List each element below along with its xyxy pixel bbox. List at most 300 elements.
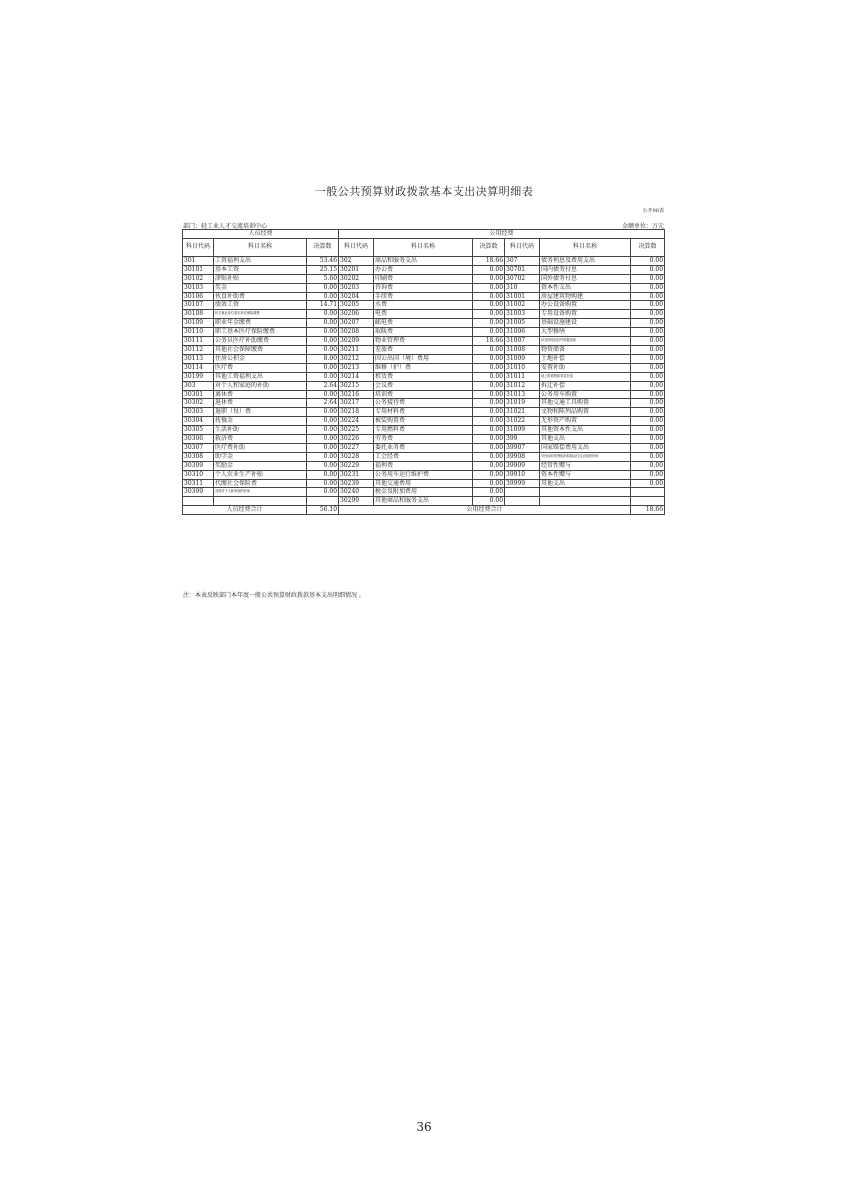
amount-cell: 0.00 — [631, 256, 665, 265]
table-row — [183, 256, 665, 265]
amount-cell: 0.00 — [473, 390, 505, 399]
header-amount: 决算数 — [631, 238, 665, 256]
table-row — [183, 363, 665, 372]
amount-cell: 0.00 — [631, 345, 665, 354]
name-cell: 信息网络及软件购置更新 — [540, 337, 631, 346]
table-row — [183, 461, 665, 470]
name-cell: 对个人和家庭的补助 — [214, 381, 307, 390]
header-amount: 决算数 — [307, 238, 339, 256]
name-cell: 专用设备购置 — [540, 310, 631, 319]
code-cell: 30199 — [183, 372, 214, 381]
name-cell: 国外债务付息 — [540, 274, 631, 283]
table-row — [183, 310, 665, 319]
amount-cell: 0.00 — [473, 479, 505, 488]
code-cell: 30203 — [339, 283, 374, 292]
name-cell: 邮电费 — [374, 319, 473, 328]
amount-cell: 0.00 — [631, 452, 665, 461]
name-cell: 专用材料费 — [374, 408, 473, 417]
name-cell: 地上附着物和青苗补偿 — [540, 372, 631, 381]
table-row — [183, 274, 665, 283]
table-row — [183, 319, 665, 328]
name-cell: 其他社会保障缴费 — [214, 345, 307, 354]
code-cell: 302 — [339, 256, 374, 265]
code-cell: 30108 — [183, 310, 214, 319]
code-cell: 30311 — [183, 479, 214, 488]
code-cell — [505, 488, 540, 497]
code-cell: 39907 — [505, 443, 540, 452]
amount-cell: 0.00 — [473, 363, 505, 372]
amount-cell: 0.00 — [473, 345, 505, 354]
amount-cell: 0.00 — [631, 417, 665, 426]
amount-cell: 0.00 — [473, 461, 505, 470]
code-cell: 30208 — [339, 328, 374, 337]
code-cell: 30205 — [339, 301, 374, 310]
code-cell: 30110 — [183, 328, 214, 337]
name-cell: 无形资产购置 — [540, 417, 631, 426]
expenditure-table — [182, 229, 665, 515]
code-cell: 31009 — [505, 354, 540, 363]
table-row — [183, 265, 665, 274]
amount-cell: 0.00 — [307, 319, 339, 328]
name-cell: 拆迁补偿 — [540, 381, 631, 390]
table-row — [183, 452, 665, 461]
name-cell: 医疗费 — [214, 363, 307, 372]
code-cell: 399 — [505, 435, 540, 444]
amount-cell: 0.00 — [473, 310, 505, 319]
code-cell: 30306 — [183, 435, 214, 444]
amount-cell: 0.00 — [307, 461, 339, 470]
name-cell: 租赁费 — [374, 372, 473, 381]
name-cell: 文物和陈列品购置 — [540, 408, 631, 417]
header-name: 科目名称 — [374, 238, 473, 256]
table-row — [183, 381, 665, 390]
code-cell: 31008 — [505, 345, 540, 354]
amount-cell: 0.00 — [307, 470, 339, 479]
name-cell: 电费 — [374, 310, 473, 319]
name-cell: 被装购置费 — [374, 417, 473, 426]
name-cell: 奖金 — [214, 283, 307, 292]
amount-cell: 0.00 — [473, 301, 505, 310]
amount-cell: 0.00 — [307, 283, 339, 292]
amount-cell: 0.00 — [473, 399, 505, 408]
table-row — [183, 372, 665, 381]
amount-cell: 0.00 — [473, 372, 505, 381]
name-cell: 公务用车购置 — [540, 390, 631, 399]
code-cell: 30701 — [505, 265, 540, 274]
amount-cell: 0.00 — [307, 363, 339, 372]
table-row — [183, 470, 665, 479]
amount-cell: 0.00 — [473, 292, 505, 301]
table-row — [183, 497, 665, 506]
code-cell: 30302 — [183, 399, 214, 408]
amount-cell: 0.00 — [631, 265, 665, 274]
code-cell: 30113 — [183, 354, 214, 363]
name-cell: 机关事业单位基本养老保险缴费 — [214, 310, 307, 319]
form-code: 公开08表 — [642, 208, 664, 214]
public-total-label: 公用经费合计 — [339, 506, 631, 515]
amount-cell: 0.00 — [473, 426, 505, 435]
amount-cell: 0.00 — [307, 310, 339, 319]
name-cell: 办公费 — [374, 265, 473, 274]
code-cell: 30305 — [183, 426, 214, 435]
header-row-columns — [183, 238, 665, 256]
amount-cell: 0.00 — [631, 372, 665, 381]
unit-label: 金额单位：万元 — [621, 223, 664, 230]
code-cell: 30304 — [183, 417, 214, 426]
amount-cell: 0.00 — [631, 363, 665, 372]
amount-cell — [631, 488, 665, 497]
amount-cell: 0.00 — [631, 319, 665, 328]
amount-cell: 0.00 — [631, 408, 665, 417]
code-cell: 30307 — [183, 443, 214, 452]
name-cell: 资本性赠与 — [540, 470, 631, 479]
amount-cell: 0.00 — [473, 452, 505, 461]
name-cell: 生活补助 — [214, 426, 307, 435]
amount-cell: 0.00 — [307, 426, 339, 435]
public-total-value: 18.66 — [631, 506, 665, 515]
code-cell: 31013 — [505, 390, 540, 399]
code-cell: 30309 — [183, 461, 214, 470]
amount-cell: 53.46 — [307, 256, 339, 265]
code-cell: 30112 — [183, 345, 214, 354]
code-cell: 30239 — [339, 479, 374, 488]
amount-cell: 0.00 — [631, 328, 665, 337]
name-cell: 救济费 — [214, 435, 307, 444]
code-cell: 30103 — [183, 283, 214, 292]
code-cell: 30101 — [183, 265, 214, 274]
header-personnel: 人员经费 — [183, 230, 339, 239]
amount-cell: 0.00 — [473, 443, 505, 452]
header-name: 科目名称 — [540, 238, 631, 256]
code-cell: 30213 — [339, 363, 374, 372]
amount-cell: 0.00 — [307, 488, 339, 497]
name-cell: 退职（役）费 — [214, 408, 307, 417]
name-cell: 工会经费 — [374, 452, 473, 461]
name-cell: 差旅费 — [374, 345, 473, 354]
code-cell: 310 — [505, 283, 540, 292]
code-cell: 30211 — [339, 345, 374, 354]
name-cell: 基础设施建设 — [540, 319, 631, 328]
code-cell: 30225 — [339, 426, 374, 435]
code-cell: 30301 — [183, 390, 214, 399]
name-cell: 公务接待费 — [374, 399, 473, 408]
amount-cell: 0.00 — [631, 426, 665, 435]
amount-cell: 0.00 — [473, 283, 505, 292]
amount-cell: 18.66 — [473, 256, 505, 265]
code-cell: 30204 — [339, 292, 374, 301]
name-cell: 公务用车运行维护费 — [374, 470, 473, 479]
code-cell: 31011 — [505, 372, 540, 381]
code-cell: 30212 — [339, 354, 374, 363]
name-cell: 其他对个人和家庭的补助 — [214, 488, 307, 497]
amount-cell — [307, 497, 339, 506]
amount-cell: 0.00 — [631, 390, 665, 399]
amount-cell: 0.00 — [473, 274, 505, 283]
amount-cell: 0.00 — [307, 372, 339, 381]
name-cell: 债务利息及费用支出 — [540, 256, 631, 265]
header-code: 科目代码 — [339, 238, 374, 256]
amount-cell: 0.00 — [631, 381, 665, 390]
amount-cell: 0.00 — [473, 488, 505, 497]
name-cell: 对民间非营利组织和群众性自治组织补贴 — [540, 452, 631, 461]
amount-cell: 0.00 — [473, 354, 505, 363]
amount-cell: 0.00 — [307, 452, 339, 461]
name-cell: 会议费 — [374, 381, 473, 390]
amount-cell: 0.00 — [473, 319, 505, 328]
table-row — [183, 426, 665, 435]
code-cell: 30218 — [339, 408, 374, 417]
name-cell: 因公出国（境）费用 — [374, 354, 473, 363]
name-cell: 公务员医疗补助缴费 — [214, 337, 307, 346]
code-cell: 30207 — [339, 319, 374, 328]
amount-cell: 0.00 — [307, 345, 339, 354]
code-cell: 31006 — [505, 328, 540, 337]
table-row — [183, 408, 665, 417]
amount-cell: 18.66 — [473, 337, 505, 346]
amount-cell: 0.00 — [473, 435, 505, 444]
name-cell: 物资储备 — [540, 345, 631, 354]
amount-cell: 0.00 — [473, 408, 505, 417]
name-cell: 奖励金 — [214, 461, 307, 470]
name-cell: 办公设备购置 — [540, 301, 631, 310]
code-cell: 30303 — [183, 408, 214, 417]
code-cell: 30226 — [339, 435, 374, 444]
amount-cell: 0.00 — [631, 435, 665, 444]
name-cell — [540, 488, 631, 497]
amount-cell: 25.15 — [307, 265, 339, 274]
code-cell: 30229 — [339, 461, 374, 470]
table-row — [183, 479, 665, 488]
amount-cell: 2.64 — [307, 399, 339, 408]
name-cell: 医疗费补助 — [214, 443, 307, 452]
code-cell: 30240 — [339, 488, 374, 497]
code-cell — [505, 497, 540, 506]
code-cell: 30310 — [183, 470, 214, 479]
name-cell: 助学金 — [214, 452, 307, 461]
amount-cell: 14.71 — [307, 301, 339, 310]
name-cell: 维修（护）费 — [374, 363, 473, 372]
code-cell: 30217 — [339, 399, 374, 408]
name-cell: 税金及附加费用 — [374, 488, 473, 497]
table-row — [183, 443, 665, 452]
code-cell: 30299 — [339, 497, 374, 506]
name-cell: 其他交通工具购置 — [540, 399, 631, 408]
table-row — [183, 435, 665, 444]
amount-cell: 0.00 — [631, 274, 665, 283]
amount-cell: 0.00 — [473, 381, 505, 390]
name-cell: 房屋建筑物购建 — [540, 292, 631, 301]
code-cell: 30107 — [183, 301, 214, 310]
amount-cell: 0.00 — [631, 337, 665, 346]
name-cell: 国家赔偿费用支出 — [540, 443, 631, 452]
code-cell: 31003 — [505, 310, 540, 319]
totals-row — [183, 506, 665, 515]
amount-cell: 0.00 — [631, 443, 665, 452]
code-cell: 31007 — [505, 337, 540, 346]
name-cell: 商品和服务支出 — [374, 256, 473, 265]
code-cell: 30216 — [339, 390, 374, 399]
name-cell: 基本工资 — [214, 265, 307, 274]
table-row — [183, 399, 665, 408]
amount-cell: 0.00 — [307, 435, 339, 444]
code-cell — [183, 497, 214, 506]
amount-cell: 0.00 — [307, 417, 339, 426]
name-cell: 其他工资福利支出 — [214, 372, 307, 381]
amount-cell: 0.00 — [631, 461, 665, 470]
table-row — [183, 390, 665, 399]
table-row — [183, 283, 665, 292]
name-cell: 其他支出 — [540, 479, 631, 488]
name-cell: 职业年金缴费 — [214, 319, 307, 328]
report-title: 一般公共预算财政拨款基本支出决算明细表 — [314, 185, 534, 198]
name-cell: 土地补偿 — [540, 354, 631, 363]
amount-cell: 0.00 — [631, 283, 665, 292]
table-row — [183, 354, 665, 363]
name-cell: 国内债务付息 — [540, 265, 631, 274]
amount-cell: 0.00 — [631, 354, 665, 363]
code-cell: 30215 — [339, 381, 374, 390]
code-cell: 39999 — [505, 479, 540, 488]
code-cell: 31001 — [505, 292, 540, 301]
code-cell: 31019 — [505, 399, 540, 408]
amount-cell: 0.00 — [473, 265, 505, 274]
name-cell: 经常性赠与 — [540, 461, 631, 470]
table-row — [183, 488, 665, 497]
name-cell — [540, 497, 631, 506]
code-cell: 31099 — [505, 426, 540, 435]
name-cell: 个人农业生产补贴 — [214, 470, 307, 479]
amount-cell: 0.00 — [307, 408, 339, 417]
code-cell: 30231 — [339, 470, 374, 479]
code-cell: 30214 — [339, 372, 374, 381]
name-cell: 离休费 — [214, 390, 307, 399]
amount-cell: 0.00 — [631, 479, 665, 488]
code-cell: 30228 — [339, 452, 374, 461]
name-cell: 物业管理费 — [374, 337, 473, 346]
name-cell: 资本性支出 — [540, 283, 631, 292]
name-cell: 职工基本医疗保险缴费 — [214, 328, 307, 337]
code-cell: 39910 — [505, 470, 540, 479]
name-cell: 抚恤金 — [214, 417, 307, 426]
amount-cell: 0.00 — [307, 390, 339, 399]
code-cell: 31021 — [505, 408, 540, 417]
code-cell: 30209 — [339, 337, 374, 346]
name-cell: 其他资本性支出 — [540, 426, 631, 435]
code-cell: 30106 — [183, 292, 214, 301]
code-cell: 31012 — [505, 381, 540, 390]
header-code: 科目代码 — [183, 238, 214, 256]
amount-cell: 0.00 — [631, 470, 665, 479]
name-cell: 取暖费 — [374, 328, 473, 337]
amount-cell — [631, 497, 665, 506]
name-cell: 伙食补助费 — [214, 292, 307, 301]
name-cell: 其他交通费用 — [374, 479, 473, 488]
code-cell: 30224 — [339, 417, 374, 426]
name-cell: 代缴社会保险费 — [214, 479, 307, 488]
amount-cell: 2.64 — [307, 381, 339, 390]
code-cell: 303 — [183, 381, 214, 390]
name-cell: 退休费 — [214, 399, 307, 408]
name-cell: 手续费 — [374, 292, 473, 301]
name-cell: 津贴补贴 — [214, 274, 307, 283]
table-row — [183, 292, 665, 301]
header-code: 科目代码 — [505, 238, 540, 256]
code-cell: 30202 — [339, 274, 374, 283]
amount-cell: 0.00 — [307, 479, 339, 488]
amount-cell: 0.00 — [631, 399, 665, 408]
name-cell: 咨询费 — [374, 283, 473, 292]
name-cell: 培训费 — [374, 390, 473, 399]
name-cell: 委托业务费 — [374, 443, 473, 452]
department-label: 部门：轻工业人才交流培训中心 — [183, 223, 268, 230]
header-amount: 决算数 — [473, 238, 505, 256]
name-cell: 印刷费 — [374, 274, 473, 283]
amount-cell: 0.00 — [631, 310, 665, 319]
amount-cell: 0.00 — [307, 443, 339, 452]
name-cell: 绩效工资 — [214, 301, 307, 310]
amount-cell: 0.00 — [307, 337, 339, 346]
header-row-group — [183, 230, 665, 239]
amount-cell: 5.60 — [307, 274, 339, 283]
code-cell: 31005 — [505, 319, 540, 328]
code-cell: 301 — [183, 256, 214, 265]
amount-cell: 0.00 — [473, 328, 505, 337]
code-cell: 30109 — [183, 319, 214, 328]
code-cell: 307 — [505, 256, 540, 265]
table-row — [183, 301, 665, 310]
amount-cell: 0.00 — [631, 301, 665, 310]
code-cell: 30102 — [183, 274, 214, 283]
table-row — [183, 345, 665, 354]
code-cell: 31010 — [505, 363, 540, 372]
name-cell: 劳务费 — [374, 435, 473, 444]
name-cell: 工资福利支出 — [214, 256, 307, 265]
code-cell: 31022 — [505, 417, 540, 426]
page-number: 36 — [416, 1120, 432, 1134]
table-row — [183, 328, 665, 337]
name-cell: 大型修缮 — [540, 328, 631, 337]
name-cell — [214, 497, 307, 506]
amount-cell: 0.00 — [473, 470, 505, 479]
amount-cell: 0.00 — [307, 328, 339, 337]
table-row — [183, 337, 665, 346]
name-cell: 其他支出 — [540, 435, 631, 444]
code-cell: 31002 — [505, 301, 540, 310]
header-public: 公用经费 — [339, 230, 665, 239]
code-cell: 30702 — [505, 274, 540, 283]
table-row — [183, 417, 665, 426]
code-cell: 30201 — [339, 265, 374, 274]
amount-cell: 0.00 — [307, 292, 339, 301]
amount-cell: 0.00 — [631, 292, 665, 301]
code-cell: 30114 — [183, 363, 214, 372]
code-cell: 39909 — [505, 461, 540, 470]
amount-cell: 8.00 — [307, 354, 339, 363]
code-cell: 39908 — [505, 452, 540, 461]
personnel-total-label: 人员经费合计 — [183, 506, 307, 515]
code-cell: 30227 — [339, 443, 374, 452]
header-name: 科目名称 — [214, 238, 307, 256]
footnote: 注：本表反映部门本年度一般公共预算财政拨款基本支出明细情况 。 — [183, 592, 365, 599]
code-cell: 30111 — [183, 337, 214, 346]
name-cell: 福利费 — [374, 461, 473, 470]
name-cell: 住房公积金 — [214, 354, 307, 363]
amount-cell: 0.00 — [473, 497, 505, 506]
name-cell: 专用燃料费 — [374, 426, 473, 435]
code-cell: 30308 — [183, 452, 214, 461]
amount-cell: 0.00 — [473, 417, 505, 426]
name-cell: 水费 — [374, 301, 473, 310]
